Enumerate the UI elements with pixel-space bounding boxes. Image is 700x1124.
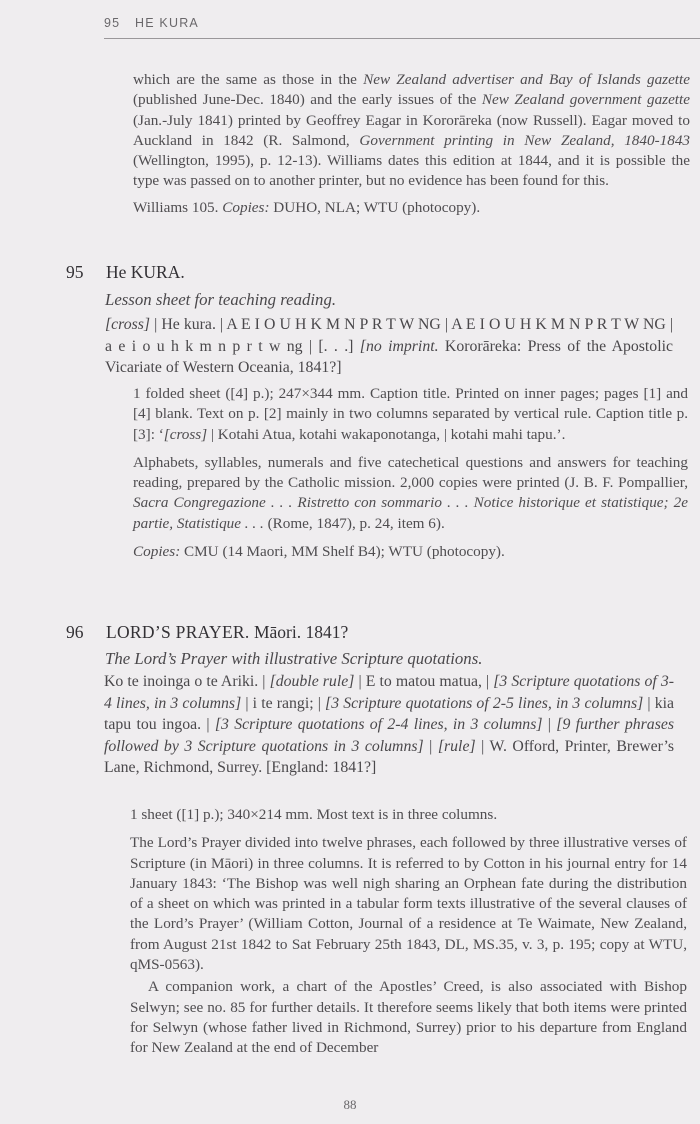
italic-title: New Zealand advertiser and Bay of Islands gazette (363, 71, 690, 88)
entry-96-transcription (104, 671, 674, 779)
entry-heading: He KURA. (106, 262, 185, 282)
italic-title: Government printing in New Zealand, 1840-1843 (359, 131, 691, 149)
text-run: | i te rangi; | (241, 694, 326, 712)
text-run: Alphabets, syllables, numerals and five catechetical questions and answers for teaching reading, prepared by the Catholic mission. 2,000 copies were printed (J. B. F. Pompallier, (133, 453, 688, 492)
entry-96-title: The Lord’s Prayer with illustrative Scripture quotations. (105, 649, 483, 668)
text-run: | He kura. | A E I O U H K M N P R T W NG | A E I O U H K M N P R T W NG | a e i o u h k m n p r t w ng | [. . .] (105, 316, 673, 355)
content-note: The Lord’s Prayer divided into twelve phrases, each followed by three illustrative verses of Scripture (in Māori) in three columns. It is referred to by Cotton in his journal entry for 14 January 1843: ‘The Bishop was well nigh sharing an Orphean fate during the distribution of a sheet on which was printed in a tabular form texts illustrative of the several clauses of the Lord’s Prayer’ (William Cotton, Journal of a residence at Te Waimate, New Zealand, from August 21st 1842 to Sat February 25th 1843, DL, MS.35, v. 3, p. 195; copy at WTU, qMS-0563). (130, 834, 687, 974)
text-run: | kia tapu tou ingoa. | (104, 694, 674, 734)
entry-95-transcription (105, 314, 673, 379)
copies-label: Copies: (222, 198, 270, 216)
entry-96-heading (66, 622, 348, 643)
physical-description (133, 384, 688, 445)
companion-note: A companion work, a chart of the Apostles’ Creed, is also associated with Bishop Selwyn; see no. 85 for further details. It therefore seems likely that both items were printed for Selwyn (whose father lived in Richmond, Surrey) prior to his departure from England for New Zealand at the end of December (130, 978, 687, 1057)
physical-description: 1 sheet ([1] p.); 340×214 mm. Most text is in three columns. (130, 806, 498, 823)
copies-label: Copies: (133, 543, 181, 561)
editorial-note: [3 Scripture quotations of 2-5 lines, in 3 columns] (325, 694, 644, 712)
entry-number: 96 (66, 622, 84, 642)
italic-title: Sacra Congregazione . . . Ristretto con sommario . . . Notice historique et statistique; 2e partie, Statistique . . . (133, 494, 688, 532)
running-head-number: 95 (104, 16, 121, 30)
editorial-note: [9 further phrases followed by 3 Scripture quotations in 3 columns] (104, 716, 675, 755)
entry-heading-rest: Māori. 1841? (249, 622, 349, 642)
text-run: which are the same as those in the (133, 71, 364, 88)
content-note (133, 453, 688, 534)
text-run: | (423, 737, 438, 755)
editorial-note: [3 Scripture quotations of 3-4 lines, in 3 columns] (104, 673, 675, 712)
text-run: (Rome, 1847), p. 24, item 6). (263, 514, 445, 532)
editorial-note: [double rule] (269, 673, 355, 690)
text-run: | E to matou matua, | (354, 673, 494, 690)
italic-title: New Zealand government gazette (481, 91, 690, 109)
previous-entry-paragraph (133, 70, 690, 192)
text-run: | W. Offord, Printer, Brewer’s Lane, Richmond, Surrey. [England: 1841?] (104, 737, 675, 777)
text-run: Williams 105. (133, 198, 223, 216)
text-run: DUHO, NLA; WTU (photocopy). (269, 198, 481, 216)
editorial-note: [cross] (105, 316, 151, 333)
text-run: | (542, 716, 557, 734)
page-number: 88 (343, 1097, 357, 1112)
text-run: (Jan.-July 1841) printed by Geoffrey Eagar in Kororāreka (now Russell). Eagar moved to Auckland in 1842 (R. Salmond, (133, 111, 690, 149)
text-run: 1 folded sheet ([4] p.); 247×344 mm. Caption title. Printed on inner pages; pages [1] and [4] blank. Text on p. [2] mainly in two columns separated by vertical rule. Caption title p. [3]: ‘ (133, 385, 688, 443)
editorial-note: [cross] (163, 425, 208, 443)
previous-entry-continuation (133, 70, 690, 218)
entry-96-notes (130, 805, 687, 1059)
text-run: (Wellington, 1995), p. 12-13). Williams dates this edition at 1844, and it is possible the type was passed on to another printer, but no evidence has been found for this. (133, 152, 690, 190)
editorial-note: [no imprint. (359, 337, 439, 355)
text-run: | Kotahi Atua, kotahi wakaponotanga, | kotahi mahi tapu.’. (207, 425, 566, 443)
text-run: Ko te inoinga o te Ariki. | (104, 673, 270, 690)
text-run: (published June-Dec. 1840) and the early issues of the (133, 91, 482, 109)
entry-95-heading (66, 262, 185, 283)
editorial-note: [rule] (437, 737, 476, 755)
entry-95-title: Lesson sheet for teaching reading. (105, 290, 337, 309)
running-head (104, 16, 199, 30)
previous-entry-copies (133, 198, 690, 218)
text-run: Kororāreka: Press of the Apostolic Vicariate of Western Oceania, 1841?] (105, 337, 673, 377)
running-head-rule (104, 38, 700, 39)
editorial-note: [3 Scripture quotations of 2-4 lines, in 3 columns] (214, 716, 543, 734)
text-run: CMU (14 Maori, MM Shelf B4); WTU (photocopy). (180, 543, 505, 561)
entry-95-notes (133, 384, 688, 562)
copies-note (133, 542, 688, 562)
entry-number: 95 (66, 262, 84, 282)
entry-heading-bold: LORD’S PRAYER. (106, 622, 250, 642)
running-head-title: HE KURA (135, 16, 199, 30)
